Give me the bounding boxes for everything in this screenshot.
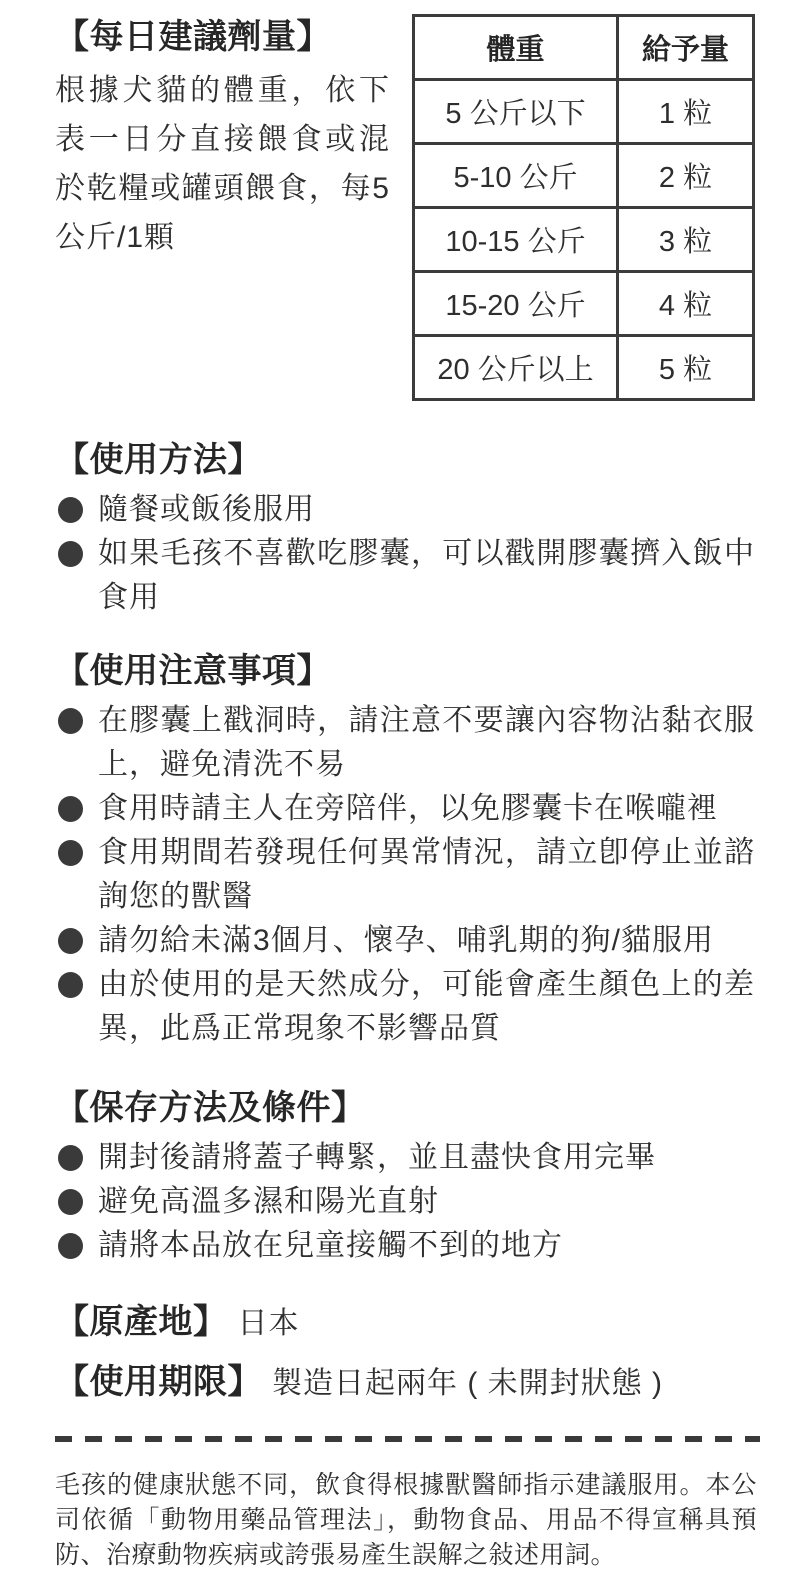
list-item-text: 食用期間若發現任何異常情況，請立卽停止並諮詢您的獸醫 bbox=[98, 836, 755, 913]
disclaimer-text: 毛孩的健康狀態不同，飲食得根據獸醫師指示建議服用。本公司依循「動物用藥品管理法」，動物食品、用品不得宣稱具預防、治療動物疾病或誇張易產生誤解之敍述用詞。 bbox=[55, 1471, 757, 1569]
precautions-list bbox=[55, 699, 755, 1051]
bullet-icon bbox=[58, 541, 83, 567]
weight-cell: 10-15 公斤 bbox=[414, 208, 618, 272]
list-item bbox=[55, 831, 755, 919]
table-row bbox=[414, 80, 754, 144]
bullet-icon bbox=[58, 708, 83, 734]
daily-dosage-section bbox=[55, 14, 755, 401]
precautions-section bbox=[55, 648, 755, 1051]
amount-column-header: 給予量 bbox=[618, 16, 754, 80]
bullet-icon bbox=[58, 796, 83, 822]
bullet-icon bbox=[58, 1189, 83, 1215]
list-item-text: 請將本品放在兒童接觸不到的地方 bbox=[98, 1229, 563, 1262]
list-item bbox=[55, 699, 755, 787]
list-item-text: 在膠囊上戳洞時，請注意不要讓內容物沾黏衣服上，避免清洗不易 bbox=[98, 704, 755, 781]
storage-section bbox=[55, 1085, 755, 1268]
dosage-heading: 【每日建議劑量】 bbox=[55, 18, 331, 56]
usage-method-section bbox=[55, 437, 755, 620]
bullet-icon bbox=[58, 972, 83, 998]
bullet-icon bbox=[58, 1233, 83, 1259]
list-item-text: 食用時請主人在旁陪伴，以免膠囊卡在喉嚨裡 bbox=[98, 792, 718, 825]
weight-cell: 5 公斤以下 bbox=[414, 80, 618, 144]
expiry-heading: 【使用期限】 bbox=[55, 1363, 262, 1401]
weight-cell: 15-20 公斤 bbox=[414, 272, 618, 336]
usage-list bbox=[55, 488, 755, 620]
bullet-icon bbox=[58, 840, 83, 866]
weight-cell: 5-10 公斤 bbox=[414, 144, 618, 208]
table-row bbox=[414, 272, 754, 336]
list-item bbox=[55, 1180, 755, 1224]
usage-heading: 【使用方法】 bbox=[55, 441, 262, 479]
table-row bbox=[414, 144, 754, 208]
list-item bbox=[55, 1224, 755, 1268]
weight-column-header: 體重 bbox=[414, 16, 618, 80]
bullet-icon bbox=[58, 1145, 83, 1171]
list-item bbox=[55, 963, 755, 1051]
amount-cell: 5 粒 bbox=[618, 336, 754, 400]
table-row bbox=[414, 336, 754, 400]
weight-cell: 20 公斤以上 bbox=[414, 336, 618, 400]
dosage-intro bbox=[55, 14, 390, 262]
origin-row bbox=[55, 1298, 755, 1344]
list-item-text: 請勿給未滿3個月、懷孕、哺乳期的狗/貓服用 bbox=[98, 924, 715, 957]
amount-cell: 3 粒 bbox=[618, 208, 754, 272]
list-item-text: 如果毛孩不喜歡吃膠囊，可以戳開膠囊擠入飯中食用 bbox=[98, 537, 755, 614]
bullet-icon bbox=[58, 928, 83, 954]
list-item bbox=[55, 488, 755, 532]
origin-heading: 【原產地】 bbox=[55, 1303, 228, 1341]
storage-list bbox=[55, 1136, 755, 1268]
dosage-table bbox=[412, 14, 755, 401]
origin-value: 日本 bbox=[237, 1307, 300, 1340]
list-item bbox=[55, 787, 755, 831]
expiry-row bbox=[55, 1358, 755, 1404]
dashed-divider bbox=[55, 1436, 760, 1442]
list-item-text: 避免高溫多濕和陽光直射 bbox=[98, 1185, 439, 1218]
list-item-text: 由於使用的是天然成分，可能會產生顏色上的差異，此爲正常現象不影響品質 bbox=[98, 968, 755, 1045]
precautions-heading: 【使用注意事項】 bbox=[55, 652, 331, 690]
list-item bbox=[55, 532, 755, 620]
amount-cell: 2 粒 bbox=[618, 144, 754, 208]
list-item bbox=[55, 919, 755, 963]
dosage-body-text: 根據犬貓的體重，依下表一日分直接餵食或混於乾糧或罐頭餵食，每5公斤/1顆 bbox=[55, 74, 390, 254]
amount-cell: 1 粒 bbox=[618, 80, 754, 144]
list-item-text: 開封後請將蓋子轉緊，並且盡快食用完畢 bbox=[98, 1141, 656, 1174]
expiry-value: 製造日起兩年 ( 未開封狀態 ) bbox=[272, 1367, 663, 1400]
table-row bbox=[414, 208, 754, 272]
table-header-row bbox=[414, 16, 754, 80]
list-item bbox=[55, 1136, 755, 1180]
amount-cell: 4 粒 bbox=[618, 272, 754, 336]
bullet-icon bbox=[58, 497, 83, 523]
list-item-text: 隨餐或飯後服用 bbox=[98, 493, 315, 526]
storage-heading: 【保存方法及條件】 bbox=[55, 1089, 366, 1127]
